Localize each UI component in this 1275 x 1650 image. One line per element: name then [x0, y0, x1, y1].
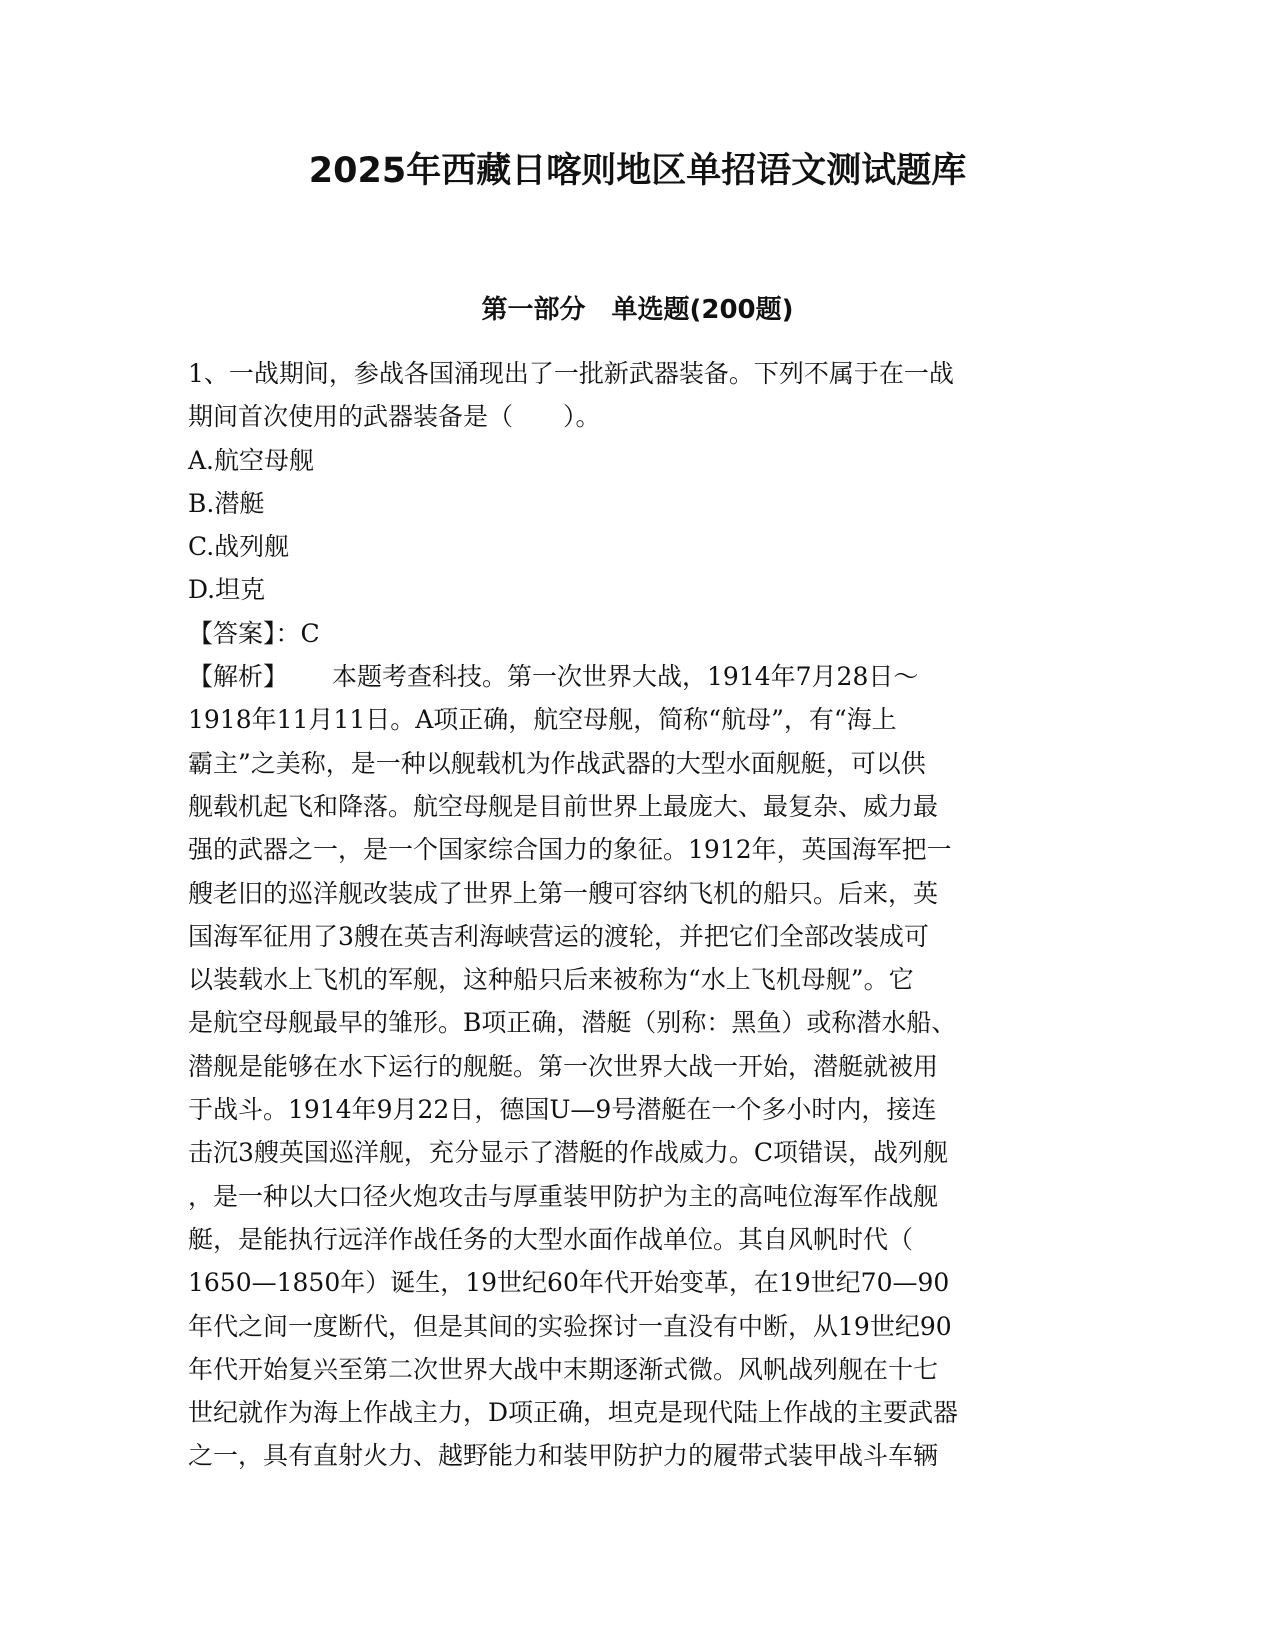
analysis-line-11: 于战斗。1914年9月22日，德国U—9号潜艇在一个多小时内，接连 [188, 1095, 937, 1125]
analysis-line-14: 艇，是能执行远洋作战任务的大型水面作战单位。其自风帆时代（ [188, 1224, 914, 1254]
analysis-line-15: 1650—1850年）诞生，19世纪60年代开始变革，在19世纪70—90 [188, 1268, 950, 1298]
analysis-text-1: 本题考查科技。第一次世界大战，1914年7月28日～ [332, 662, 919, 692]
analysis-line-19: 之一，具有直射火力、越野能力和装甲防护力的履带式装甲战斗车辆 [188, 1441, 939, 1471]
analysis-line-6: 艘老旧的巡洋舰改装成了世界上第一艘可容纳飞机的船只。后来，英 [188, 878, 939, 908]
option-a: A.航空母舰 [188, 445, 315, 475]
question-stem-line-2: 期间首次使用的武器装备是（ ）。 [188, 402, 601, 432]
analysis-line-18: 世纪就作为海上作战主力，D项正确，坦克是现代陆上作战的主要武器 [188, 1398, 959, 1428]
section-title [0, 290, 1275, 330]
analysis-line-1 [188, 655, 1088, 698]
answer-label: 【答案】： [188, 618, 301, 648]
answer-value: C [300, 618, 320, 648]
analysis-line-13: ，是一种以大口径火炮攻击与厚重装甲防护为主的高吨位海军作战舰 [188, 1181, 939, 1211]
option-d: D.坦克 [188, 575, 266, 605]
analysis-line-12: 击沉3艘英国巡洋舰，充分显示了潜艇的作战威力。C项错误，战列舰 [188, 1138, 949, 1168]
analysis-line-9: 是航空母舰最早的雏形。B项正确，潜艇（别称：黑鱼）或称潜水船、 [188, 1008, 957, 1038]
option-b: B.潜艇 [188, 488, 265, 518]
document-title: 2025年西藏日喀则地区单招语文测试题库 [308, 151, 967, 191]
analysis-line-8: 以装载水上飞机的军舰，这种船只后来被称为“水上飞机母舰”。它 [188, 965, 914, 995]
question-stem-line-1: 1、一战期间，参战各国涌现出了一批新武器装备。下列不属于在一战 [188, 359, 954, 388]
analysis-label: 【解析】 [188, 662, 289, 692]
section-name: 单选题(200题) [611, 295, 794, 325]
analysis-line-10: 潜舰是能够在水下运行的舰艇。第一次世界大战一开始，潜艇就被用 [188, 1051, 939, 1081]
analysis-line-16: 年代之间一度断代，但是其间的实验探讨一直没有中断，从19世纪90 [188, 1311, 952, 1341]
analysis-line-4: 舰载机起飞和降落。航空母舰是目前世界上最庞大、最复杂、威力最 [188, 791, 939, 821]
option-c: C.战列舰 [188, 532, 290, 562]
analysis-line-5: 强的武器之一，是一个国家综合国力的象征。1912年，英国海军把一 [188, 835, 952, 865]
section-part: 第一部分 [481, 295, 586, 325]
analysis-line-17: 年代开始复兴至第二次世界大战中末期逐渐式微。风帆战列舰在十七 [188, 1354, 939, 1384]
analysis-line-2: 1918年11月11日。A项正确，航空母舰，简称“航母”，有“海上 [188, 705, 897, 735]
question-block [188, 352, 1088, 1478]
analysis-line-3: 霸主”之美称，是一种以舰载机为作战武器的大型水面舰艇，可以供 [188, 748, 926, 778]
answer-line [188, 612, 1088, 655]
analysis-line-7: 国海军征用了3艘在英吉利海峡营运的渡轮，并把它们全部改装成可 [188, 921, 929, 951]
